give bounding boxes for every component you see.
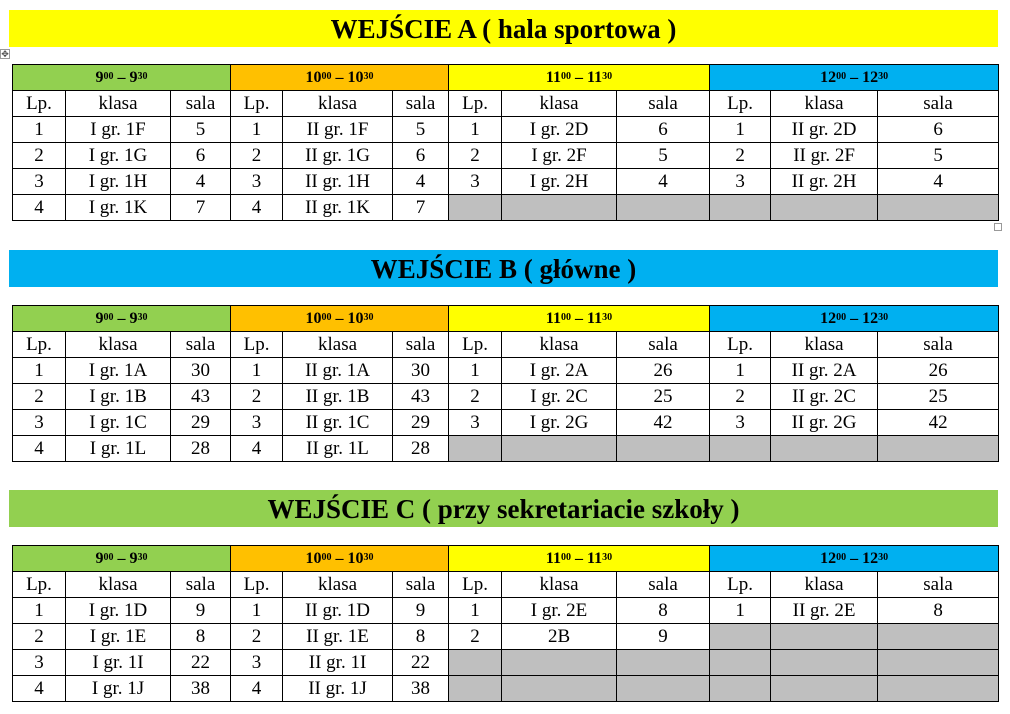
- cell-sala: 25: [878, 384, 999, 410]
- cell-klasa: II gr. 2D: [771, 117, 878, 143]
- empty-cell: [617, 676, 710, 702]
- section-title: WEJŚCIE C ( przy sekretariacie szkoły ): [9, 490, 998, 527]
- cell-klasa: I gr. 1K: [66, 195, 171, 221]
- cell-lp: 2: [449, 384, 502, 410]
- time-sep: –: [331, 309, 348, 327]
- cell-lp: 1: [449, 117, 502, 143]
- cell-sala: 4: [393, 169, 449, 195]
- time-m2: 30: [363, 70, 374, 82]
- column-header-lp: Lp.: [449, 91, 502, 117]
- time-slot-header: [231, 65, 449, 91]
- time-sep: –: [113, 309, 130, 327]
- time-slot-header: [13, 65, 231, 91]
- cell-lp: 2: [231, 143, 283, 169]
- cell-klasa: II gr. 1I: [283, 650, 393, 676]
- table-row: [13, 143, 999, 169]
- cell-klasa: II gr. 1H: [283, 169, 393, 195]
- empty-cell: [502, 436, 617, 462]
- cell-klasa: I gr. 1C: [66, 410, 171, 436]
- cell-sala: 8: [617, 598, 710, 624]
- cell-lp: 2: [449, 624, 502, 650]
- cell-klasa: II gr. 1G: [283, 143, 393, 169]
- time-h2: 9: [129, 549, 138, 567]
- cell-sala: 8: [878, 598, 999, 624]
- time-m2: 30: [602, 551, 613, 563]
- cell-lp: 1: [710, 358, 771, 384]
- time-sep: –: [113, 68, 130, 86]
- time-h1: 10: [305, 549, 322, 567]
- column-header-sala: sala: [393, 91, 449, 117]
- empty-cell: [710, 624, 771, 650]
- cell-klasa: II gr. 1E: [283, 624, 393, 650]
- time-m2: 30: [137, 70, 148, 82]
- time-slot-header: [231, 306, 449, 332]
- cell-klasa: II gr. 1K: [283, 195, 393, 221]
- cell-lp: 1: [710, 598, 771, 624]
- cell-lp: 2: [13, 384, 66, 410]
- cell-lp: 3: [13, 650, 66, 676]
- time-h2: 10: [347, 68, 364, 86]
- section-title: WEJŚCIE A ( hala sportowa ): [9, 10, 998, 47]
- cell-klasa: I gr. 1D: [66, 598, 171, 624]
- cell-lp: 1: [449, 598, 502, 624]
- table-row: [13, 169, 999, 195]
- cell-lp: 1: [13, 598, 66, 624]
- cell-sala: 5: [393, 117, 449, 143]
- time-m2: 30: [137, 551, 148, 563]
- cell-lp: 1: [710, 117, 771, 143]
- cell-sala: 26: [878, 358, 999, 384]
- column-header-klasa: klasa: [771, 332, 878, 358]
- time-h1: 10: [305, 68, 322, 86]
- section-title: WEJŚCIE B ( główne ): [9, 250, 998, 287]
- column-header-lp: Lp.: [710, 332, 771, 358]
- cell-lp: 1: [449, 358, 502, 384]
- cell-sala: 8: [393, 624, 449, 650]
- cell-klasa: II gr. 1C: [283, 410, 393, 436]
- cell-lp: 3: [231, 410, 283, 436]
- time-h2: 12: [862, 309, 879, 327]
- column-header-lp: Lp.: [231, 572, 283, 598]
- time-h1: 9: [95, 549, 104, 567]
- column-header-sala: sala: [393, 572, 449, 598]
- cell-klasa: II gr. 1D: [283, 598, 393, 624]
- empty-cell: [878, 676, 999, 702]
- empty-cell: [449, 650, 502, 676]
- column-header-klasa: klasa: [66, 332, 171, 358]
- time-sep: –: [571, 309, 588, 327]
- cell-klasa: II gr. 2C: [771, 384, 878, 410]
- column-header-sala: sala: [171, 91, 231, 117]
- time-m2: 30: [602, 311, 613, 323]
- column-header-sala: sala: [171, 572, 231, 598]
- cell-lp: 4: [13, 676, 66, 702]
- column-header-lp: Lp.: [710, 91, 771, 117]
- empty-cell: [502, 650, 617, 676]
- cell-lp: 3: [449, 410, 502, 436]
- cell-sala: 4: [878, 169, 999, 195]
- cell-lp: 2: [710, 143, 771, 169]
- cell-klasa: II gr. 1F: [283, 117, 393, 143]
- column-header-sala: sala: [878, 572, 999, 598]
- cell-klasa: II gr. 2F: [771, 143, 878, 169]
- cell-sala: 9: [617, 624, 710, 650]
- time-m1: 00: [561, 551, 572, 563]
- table-row: [13, 358, 999, 384]
- empty-cell: [878, 436, 999, 462]
- time-h2: 11: [587, 549, 603, 567]
- time-m1: 00: [103, 551, 114, 563]
- empty-cell: [449, 676, 502, 702]
- table-row: [13, 436, 999, 462]
- column-header-lp: Lp.: [13, 332, 66, 358]
- cell-klasa: I gr. 1E: [66, 624, 171, 650]
- table-row: [13, 624, 999, 650]
- time-h2: 9: [129, 68, 138, 86]
- column-header-lp: Lp.: [13, 91, 66, 117]
- column-header-klasa: klasa: [771, 572, 878, 598]
- table-row: [13, 117, 999, 143]
- cell-lp: 1: [231, 358, 283, 384]
- cell-lp: 3: [13, 169, 66, 195]
- cell-lp: 3: [231, 169, 283, 195]
- time-h2: 12: [862, 68, 879, 86]
- column-header-row: [13, 91, 999, 117]
- cell-klasa: I gr. 1L: [66, 436, 171, 462]
- cell-klasa: I gr. 2H: [502, 169, 617, 195]
- cell-sala: 42: [617, 410, 710, 436]
- empty-cell: [710, 436, 771, 462]
- cell-lp: 3: [710, 169, 771, 195]
- time-m1: 00: [561, 70, 572, 82]
- cell-lp: 2: [13, 143, 66, 169]
- table-row: [13, 676, 999, 702]
- empty-cell: [449, 436, 502, 462]
- cell-klasa: I gr. 1A: [66, 358, 171, 384]
- cell-lp: 3: [231, 650, 283, 676]
- cell-klasa: I gr. 2A: [502, 358, 617, 384]
- cell-lp: 2: [231, 624, 283, 650]
- cell-sala: 43: [171, 384, 231, 410]
- time-h1: 10: [305, 309, 322, 327]
- time-h1: 11: [545, 68, 562, 86]
- cell-klasa: II gr. 2E: [771, 598, 878, 624]
- resize-square-icon[interactable]: [994, 223, 1002, 231]
- column-header-klasa: klasa: [502, 332, 617, 358]
- time-m1: 00: [836, 551, 847, 563]
- time-m1: 00: [103, 311, 114, 323]
- cell-sala: 6: [171, 143, 231, 169]
- time-h1: 12: [820, 549, 837, 567]
- table-row: [13, 195, 999, 221]
- empty-cell: [878, 624, 999, 650]
- column-header-lp: Lp.: [710, 572, 771, 598]
- time-header-row: [13, 306, 999, 332]
- cell-sala: 25: [617, 384, 710, 410]
- cell-sala: 8: [171, 624, 231, 650]
- time-h1: 11: [545, 309, 562, 327]
- time-m2: 30: [363, 311, 374, 323]
- column-header-sala: sala: [878, 91, 999, 117]
- time-m2: 30: [878, 311, 889, 323]
- cell-klasa: I gr. 2E: [502, 598, 617, 624]
- cell-sala: 5: [878, 143, 999, 169]
- schedule-table: [12, 64, 999, 221]
- table-row: [13, 384, 999, 410]
- cell-lp: 3: [13, 410, 66, 436]
- column-header-sala: sala: [617, 572, 710, 598]
- empty-cell: [771, 676, 878, 702]
- empty-cell: [617, 650, 710, 676]
- time-sep: –: [113, 549, 130, 567]
- time-slot-header: [449, 65, 710, 91]
- column-header-lp: Lp.: [13, 572, 66, 598]
- cell-sala: 22: [171, 650, 231, 676]
- cell-sala: 22: [393, 650, 449, 676]
- table-row: [13, 410, 999, 436]
- cell-lp: 1: [13, 358, 66, 384]
- column-header-sala: sala: [393, 332, 449, 358]
- cell-sala: 6: [878, 117, 999, 143]
- cell-klasa: II gr. 2A: [771, 358, 878, 384]
- cell-klasa: I gr. 2F: [502, 143, 617, 169]
- cell-lp: 4: [13, 195, 66, 221]
- cell-klasa: I gr. 1I: [66, 650, 171, 676]
- cell-lp: 4: [231, 436, 283, 462]
- cell-lp: 2: [231, 384, 283, 410]
- cell-lp: 1: [231, 117, 283, 143]
- cell-klasa: II gr. 2H: [771, 169, 878, 195]
- time-sep: –: [571, 549, 588, 567]
- time-slot-header: [231, 546, 449, 572]
- empty-cell: [617, 195, 710, 221]
- column-header-klasa: klasa: [502, 572, 617, 598]
- cell-klasa: I gr. 1B: [66, 384, 171, 410]
- cell-sala: 5: [171, 117, 231, 143]
- empty-cell: [502, 195, 617, 221]
- cell-sala: 29: [393, 410, 449, 436]
- column-header-lp: Lp.: [231, 91, 283, 117]
- cell-sala: 9: [393, 598, 449, 624]
- cell-sala: 30: [171, 358, 231, 384]
- cell-sala: 38: [171, 676, 231, 702]
- time-slot-header: [13, 546, 231, 572]
- empty-cell: [710, 676, 771, 702]
- cell-klasa: I gr. 1J: [66, 676, 171, 702]
- empty-cell: [771, 436, 878, 462]
- cell-klasa: II gr. 2G: [771, 410, 878, 436]
- time-m1: 00: [103, 70, 114, 82]
- cell-sala: 26: [617, 358, 710, 384]
- cell-lp: 2: [13, 624, 66, 650]
- cell-lp: 1: [13, 117, 66, 143]
- cell-lp: 3: [449, 169, 502, 195]
- cell-sala: 43: [393, 384, 449, 410]
- time-m2: 30: [602, 70, 613, 82]
- time-slot-header: [710, 546, 999, 572]
- time-h2: 10: [347, 309, 364, 327]
- column-header-klasa: klasa: [771, 91, 878, 117]
- cell-lp: 3: [710, 410, 771, 436]
- column-header-klasa: klasa: [283, 332, 393, 358]
- time-m1: 00: [321, 70, 332, 82]
- time-header-row: [13, 65, 999, 91]
- time-m1: 00: [321, 311, 332, 323]
- cell-klasa: II gr. 1B: [283, 384, 393, 410]
- time-h2: 11: [587, 309, 603, 327]
- time-sep: –: [331, 68, 348, 86]
- cell-klasa: I gr. 2D: [502, 117, 617, 143]
- column-header-lp: Lp.: [449, 572, 502, 598]
- empty-cell: [617, 436, 710, 462]
- empty-cell: [771, 624, 878, 650]
- cell-lp: 4: [13, 436, 66, 462]
- time-m1: 00: [836, 311, 847, 323]
- cell-sala: 38: [393, 676, 449, 702]
- cell-sala: 28: [393, 436, 449, 462]
- cell-klasa: II gr. 1L: [283, 436, 393, 462]
- empty-cell: [771, 650, 878, 676]
- cell-klasa: 2B: [502, 624, 617, 650]
- time-sep: –: [571, 68, 588, 86]
- schedule-table: [12, 545, 999, 702]
- column-header-klasa: klasa: [66, 572, 171, 598]
- cell-sala: 6: [617, 117, 710, 143]
- cell-sala: 29: [171, 410, 231, 436]
- time-slot-header: [710, 306, 999, 332]
- empty-cell: [710, 195, 771, 221]
- column-header-row: [13, 572, 999, 598]
- cell-klasa: I gr. 2C: [502, 384, 617, 410]
- column-header-sala: sala: [617, 332, 710, 358]
- column-header-lp: Lp.: [449, 332, 502, 358]
- empty-cell: [710, 650, 771, 676]
- cell-klasa: II gr. 1J: [283, 676, 393, 702]
- time-m1: 00: [836, 70, 847, 82]
- cell-klasa: I gr. 1G: [66, 143, 171, 169]
- time-h2: 10: [347, 549, 364, 567]
- time-header-row: [13, 546, 999, 572]
- time-sep: –: [331, 549, 348, 567]
- cell-sala: 7: [171, 195, 231, 221]
- column-header-sala: sala: [171, 332, 231, 358]
- time-slot-header: [710, 65, 999, 91]
- time-m1: 00: [561, 311, 572, 323]
- time-sep: –: [846, 549, 863, 567]
- cell-lp: 1: [231, 598, 283, 624]
- column-header-klasa: klasa: [66, 91, 171, 117]
- column-header-sala: sala: [878, 332, 999, 358]
- empty-cell: [449, 195, 502, 221]
- time-slot-header: [449, 306, 710, 332]
- empty-cell: [771, 195, 878, 221]
- cell-sala: 42: [878, 410, 999, 436]
- time-h1: 9: [95, 68, 104, 86]
- move-arrows-icon[interactable]: ✥: [1, 50, 9, 60]
- cell-klasa: I gr. 2G: [502, 410, 617, 436]
- schedule-table: [12, 305, 999, 462]
- column-header-klasa: klasa: [502, 91, 617, 117]
- cell-sala: 28: [171, 436, 231, 462]
- time-h2: 9: [129, 309, 138, 327]
- empty-cell: [878, 650, 999, 676]
- cell-lp: 4: [231, 195, 283, 221]
- time-m2: 30: [137, 311, 148, 323]
- time-m2: 30: [878, 551, 889, 563]
- time-m2: 30: [363, 551, 374, 563]
- cell-klasa: I gr. 1F: [66, 117, 171, 143]
- cell-lp: 2: [710, 384, 771, 410]
- time-h1: 9: [95, 309, 104, 327]
- cell-sala: 5: [617, 143, 710, 169]
- time-h2: 11: [587, 68, 603, 86]
- column-header-row: [13, 332, 999, 358]
- cell-lp: 4: [231, 676, 283, 702]
- table-row: [13, 650, 999, 676]
- time-h1: 12: [820, 309, 837, 327]
- cell-sala: 7: [393, 195, 449, 221]
- column-header-sala: sala: [617, 91, 710, 117]
- empty-cell: [878, 195, 999, 221]
- cell-sala: 6: [393, 143, 449, 169]
- time-sep: –: [846, 68, 863, 86]
- cell-klasa: I gr. 1H: [66, 169, 171, 195]
- cell-lp: 2: [449, 143, 502, 169]
- time-sep: –: [846, 309, 863, 327]
- cell-sala: 9: [171, 598, 231, 624]
- time-slot-header: [449, 546, 710, 572]
- column-header-lp: Lp.: [231, 332, 283, 358]
- column-header-klasa: klasa: [283, 572, 393, 598]
- table-row: [13, 598, 999, 624]
- time-h2: 12: [862, 549, 879, 567]
- time-h1: 11: [545, 549, 562, 567]
- cell-sala: 4: [171, 169, 231, 195]
- column-header-klasa: klasa: [283, 91, 393, 117]
- cell-sala: 4: [617, 169, 710, 195]
- time-slot-header: [13, 306, 231, 332]
- cell-klasa: II gr. 1A: [283, 358, 393, 384]
- time-m1: 00: [321, 551, 332, 563]
- time-h1: 12: [820, 68, 837, 86]
- empty-cell: [502, 676, 617, 702]
- cell-sala: 30: [393, 358, 449, 384]
- time-m2: 30: [878, 70, 889, 82]
